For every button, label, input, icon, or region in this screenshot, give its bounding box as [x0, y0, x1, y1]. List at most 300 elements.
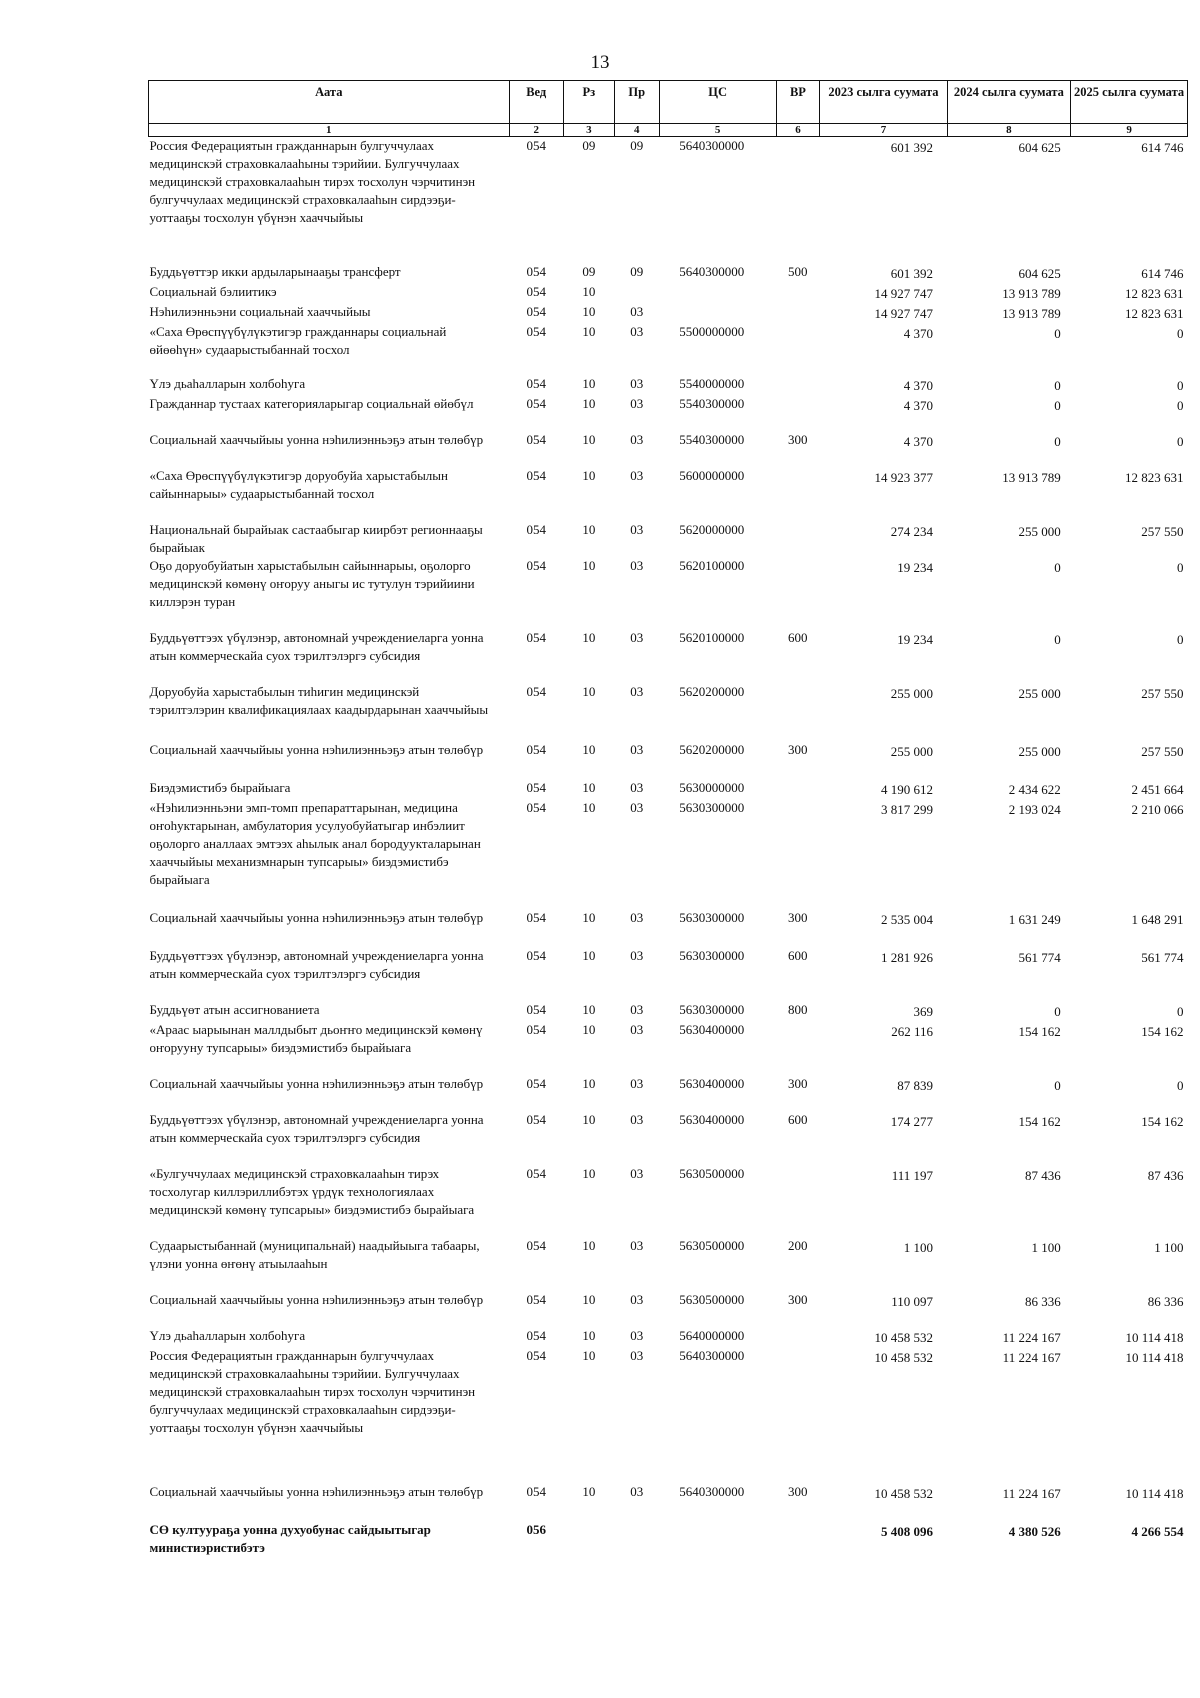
row-ved-cell: 054 — [526, 431, 546, 447]
row-2024-amount: 1 631 249 — [1008, 911, 1061, 927]
row-vr-cell: 500 — [788, 263, 808, 279]
col-number: 5 — [659, 124, 776, 137]
row-ved-cell: 054 — [526, 521, 546, 537]
row-name-cell: Национальнай бырайыак састаабыгар киирбэт регионнааҕы бырайыак — [149, 521, 483, 555]
row-ved-cell: 054 — [526, 1075, 546, 1091]
row-vr-cell: 300 — [788, 1483, 808, 1499]
table-row — [149, 323, 1188, 375]
row-2023-amount: 14 927 747 — [874, 285, 934, 301]
col-header-cs: ЦС — [659, 81, 776, 124]
page-number: 13 — [590, 52, 610, 73]
row-2023-amount: 274 234 — [890, 523, 934, 539]
row-2025-amount: 0 — [1177, 397, 1184, 413]
table-row — [149, 263, 1188, 283]
col-header-ved: Вед — [509, 81, 563, 124]
row-ved-cell: 054 — [526, 741, 546, 757]
row-pr-cell: 03 — [630, 557, 644, 573]
row-2025-amount: 12 823 631 — [1125, 285, 1184, 301]
row-vr-cell — [776, 1521, 820, 1557]
row-pr-cell: 03 — [630, 1483, 644, 1499]
row-rz-cell: 10 — [582, 1001, 596, 1017]
table-row — [149, 557, 1188, 629]
col-header-rz: Рз — [563, 81, 614, 124]
row-2023-amount: 255 000 — [890, 743, 934, 759]
row-cs-cell: 5640300000 — [679, 263, 745, 279]
row-ved-cell: 054 — [526, 557, 546, 573]
row-ved-cell: 054 — [526, 138, 546, 153]
row-2025-amount: 86 336 — [1147, 1293, 1184, 1309]
row-cs-cell — [659, 303, 776, 323]
row-cs-cell: 5630300000 — [679, 1001, 745, 1017]
row-name-cell: Буддьүөттээх үбүлэнэр, автономнай учреждениеларга уонна атын коммерческайа суох тэрилтэлэргэ субсидия — [149, 1111, 484, 1145]
row-ved-cell: 054 — [526, 629, 546, 645]
row-rz-cell: 10 — [582, 375, 596, 391]
row-2023-amount: 174 277 — [890, 1113, 934, 1129]
row-rz-cell: 10 — [582, 1483, 596, 1499]
row-2024-amount: 561 774 — [1018, 949, 1061, 965]
row-rz-cell: 10 — [582, 629, 596, 645]
row-name-cell: Социальнай хааччыйыы уонна нэһилиэнньэҕэ атын төлөбүр — [149, 1483, 484, 1499]
row-pr-cell: 03 — [630, 799, 644, 815]
row-cs-cell: 5620200000 — [679, 741, 745, 757]
row-2024-amount: 13 913 789 — [1002, 305, 1061, 321]
col-number: 1 — [149, 124, 510, 137]
row-2025-amount: 257 550 — [1141, 685, 1184, 701]
row-pr-cell: 03 — [630, 303, 644, 319]
row-name-cell: Россия Федерациятын гражданнарын булгуччулаах медицинскэй страховкалааһыны тэрийии. Булгуччулаах медицинскэй страховкалааһын тирэх тосхолун чэрчитинэн булгуччулаах медицинскэй страховкалааһын сирдээҕи-уоттааҕы тосхолун үбүнэн хааччыйыы — [149, 138, 476, 225]
budget-table — [148, 80, 1188, 1557]
table-row — [149, 1521, 1188, 1557]
row-cs-cell: 5640300000 — [679, 1483, 745, 1499]
row-2024-amount: 0 — [1054, 433, 1061, 449]
table-row — [149, 1327, 1188, 1347]
col-header-2025: 2025 сылга суумата — [1071, 81, 1188, 124]
row-2023-amount: 262 116 — [891, 1023, 934, 1039]
row-pr-cell: 03 — [630, 467, 644, 483]
row-vr-cell: 300 — [788, 1291, 808, 1307]
column-number-row — [149, 124, 1188, 137]
table-row — [149, 947, 1188, 1001]
row-pr-cell: 03 — [630, 323, 644, 339]
row-pr-cell: 03 — [630, 1347, 644, 1363]
row-pr-cell: 03 — [630, 431, 644, 447]
row-2024-amount: 2 193 024 — [1008, 801, 1061, 817]
col-header-name: Аата — [149, 81, 510, 124]
row-cs-cell: 5630500000 — [679, 1237, 745, 1253]
row-ved-cell: 054 — [526, 909, 546, 925]
row-vr-cell — [776, 521, 820, 557]
col-number: 4 — [614, 124, 659, 137]
row-ved-cell: 056 — [526, 1521, 546, 1537]
table-row — [149, 1237, 1188, 1291]
row-ved-cell: 054 — [526, 1165, 546, 1181]
row-vr-cell — [776, 683, 820, 741]
row-cs-cell: 5620200000 — [679, 683, 745, 699]
table-row — [149, 1001, 1188, 1021]
row-pr-cell — [614, 283, 659, 303]
row-pr-cell: 03 — [630, 1165, 644, 1181]
row-pr-cell: 03 — [630, 1001, 644, 1017]
row-2025-amount: 0 — [1177, 433, 1184, 449]
row-vr-cell: 300 — [788, 1075, 808, 1091]
row-name-cell: Буддьүөт атын ассигнованиета — [149, 1001, 320, 1017]
row-ved-cell: 054 — [526, 1021, 546, 1037]
row-2023-amount: 19 234 — [897, 559, 934, 575]
row-vr-cell: 600 — [788, 1111, 808, 1127]
row-pr-cell: 03 — [630, 947, 644, 963]
row-rz-cell: 10 — [582, 283, 596, 299]
row-2023-amount: 10 458 532 — [874, 1349, 934, 1365]
row-vr-cell — [776, 1165, 820, 1237]
row-2023-amount: 255 000 — [890, 685, 934, 701]
row-vr-cell — [776, 467, 820, 521]
row-2024-amount: 4 380 526 — [1008, 1523, 1061, 1539]
row-rz-cell: 09 — [582, 138, 596, 153]
row-cs-cell: 5540300000 — [679, 431, 745, 447]
row-name-cell: Гражданнар тустаах категорияларыгар социальнай өйөбүл — [149, 395, 474, 411]
row-rz-cell: 10 — [582, 1327, 596, 1343]
row-rz-cell: 10 — [582, 741, 596, 757]
col-number: 7 — [820, 124, 947, 137]
table-body — [149, 137, 1188, 1557]
row-2023-amount: 4 190 612 — [881, 781, 934, 797]
row-2025-amount: 1 648 291 — [1131, 911, 1184, 927]
table-row — [149, 521, 1188, 557]
table-row — [149, 431, 1188, 467]
row-vr-cell: 300 — [788, 741, 808, 757]
row-cs-cell: 5640000000 — [679, 1327, 745, 1343]
row-2024-amount: 0 — [1054, 1003, 1061, 1019]
row-2023-amount: 14 923 377 — [874, 469, 934, 485]
row-cs-cell: 5630000000 — [679, 779, 745, 795]
row-2024-amount: 0 — [1054, 377, 1061, 393]
row-vr-cell — [776, 1327, 820, 1347]
col-number: 9 — [1071, 124, 1188, 137]
row-name-cell: «Араас ыарыынан маллдыбыт дьоҥҥо медицинскэй көмөнү оҥорууну тупсарыы» биэдэмистибэ бырайыага — [149, 1021, 483, 1055]
table-row — [149, 909, 1188, 947]
row-rz-cell: 10 — [582, 1111, 596, 1127]
row-vr-cell: 300 — [788, 431, 808, 447]
row-name-cell: Социальнай хааччыйыы уонна нэһилиэнньэҕэ атын төлөбүр — [149, 431, 484, 447]
row-cs-cell: 5500000000 — [679, 323, 745, 339]
row-ved-cell: 054 — [526, 1111, 546, 1127]
row-2024-amount: 255 000 — [1018, 685, 1061, 701]
row-2025-amount: 4 266 554 — [1131, 1523, 1184, 1539]
row-2025-amount: 1 100 — [1154, 1239, 1184, 1255]
row-2025-amount: 0 — [1177, 559, 1184, 575]
row-vr-cell — [776, 1021, 820, 1075]
row-ved-cell: 054 — [526, 263, 546, 279]
row-ved-cell: 054 — [526, 779, 546, 795]
row-pr-cell: 09 — [630, 138, 644, 153]
row-2025-amount: 154 162 — [1141, 1113, 1184, 1129]
row-2025-amount: 2 210 066 — [1131, 801, 1184, 817]
column-header-row — [149, 81, 1188, 124]
row-2025-amount: 614 746 — [1141, 140, 1184, 155]
row-pr-cell: 03 — [630, 1291, 644, 1307]
row-2023-amount: 4 370 — [903, 325, 934, 341]
row-cs-cell: 5630500000 — [679, 1291, 745, 1307]
row-2023-amount: 601 392 — [890, 265, 934, 281]
row-vr-cell: 800 — [788, 1001, 808, 1017]
row-cs-cell: 5540300000 — [679, 395, 745, 411]
row-name-cell: «Саха Өрөспүүбүлүкэтигэр гражданнары социальнай өйөөһүн» судаарыстыбаннай тосхол — [149, 323, 447, 357]
row-ved-cell: 054 — [526, 1483, 546, 1499]
row-2023-amount: 2 535 004 — [881, 911, 934, 927]
col-number: 2 — [509, 124, 563, 137]
row-pr-cell: 09 — [630, 263, 644, 279]
row-vr-cell: 600 — [788, 947, 808, 963]
row-cs-cell — [659, 1521, 776, 1557]
row-2023-amount: 4 370 — [903, 433, 934, 449]
row-2024-amount: 0 — [1054, 631, 1061, 647]
row-2024-amount: 604 625 — [1018, 265, 1061, 281]
row-2023-amount: 4 370 — [903, 397, 934, 413]
row-pr-cell: 03 — [630, 1237, 644, 1253]
row-2023-amount: 1 281 926 — [881, 949, 934, 965]
table-row — [149, 1111, 1188, 1165]
col-header-2023: 2023 сылга суумата — [820, 81, 947, 124]
row-2025-amount: 10 114 418 — [1125, 1485, 1184, 1501]
row-name-cell: Судаарыстыбаннай (муниципальнай) наадыйыыга табаары, үлэни уонна өҥөнү атыылааһын — [149, 1237, 480, 1271]
row-rz-cell: 09 — [582, 263, 596, 279]
row-name-cell: Буддьүөттээх үбүлэнэр, автономнай учреждениеларга уонна атын коммерческайа суох тэрилтэлэргэ субсидия — [149, 629, 484, 663]
row-2024-amount: 0 — [1054, 325, 1061, 341]
row-2025-amount: 257 550 — [1141, 743, 1184, 759]
row-name-cell: «Саха Өрөспүүбүлүкэтигэр доруобуйа харыстабылын сайыннарыы» судаарыстыбаннай тосхол — [149, 467, 448, 501]
row-2024-amount: 11 224 167 — [1002, 1349, 1061, 1365]
row-rz-cell: 10 — [582, 521, 596, 537]
row-2023-amount: 3 817 299 — [881, 801, 934, 817]
row-rz-cell: 10 — [582, 431, 596, 447]
table-row — [149, 741, 1188, 779]
row-ved-cell: 054 — [526, 395, 546, 411]
row-2025-amount: 10 114 418 — [1125, 1349, 1184, 1365]
row-2024-amount: 87 436 — [1024, 1167, 1061, 1183]
row-ved-cell: 054 — [526, 683, 546, 699]
row-rz-cell: 10 — [582, 947, 596, 963]
row-name-cell: Үлэ дьаһалларын холбоһуга — [149, 1327, 306, 1343]
row-2025-amount: 12 823 631 — [1125, 305, 1184, 321]
row-rz-cell: 10 — [582, 467, 596, 483]
row-2024-amount: 13 913 789 — [1002, 469, 1061, 485]
table-row — [149, 1021, 1188, 1075]
row-vr-cell — [776, 1347, 820, 1483]
table-row — [149, 375, 1188, 395]
row-pr-cell: 03 — [630, 395, 644, 411]
table-row — [149, 779, 1188, 799]
row-name-cell: Буддьүөттэр икки ардыларынааҕы трансферт — [149, 263, 401, 279]
row-cs-cell: 5540000000 — [679, 375, 745, 391]
row-cs-cell: 5630400000 — [679, 1111, 745, 1127]
row-vr-cell — [776, 137, 820, 263]
row-vr-cell — [776, 283, 820, 303]
row-2024-amount: 0 — [1054, 397, 1061, 413]
row-vr-cell — [776, 799, 820, 909]
row-2024-amount: 2 434 622 — [1008, 781, 1061, 797]
table-row — [149, 1165, 1188, 1237]
row-2024-amount: 255 000 — [1018, 523, 1061, 539]
row-2023-amount: 10 458 532 — [874, 1485, 934, 1501]
table-row — [149, 137, 1188, 263]
row-name-cell: Россия Федерациятын гражданнарын булгуччулаах медицинскэй страховкалааһыны тэрийии. Булгуччулаах медицинскэй страховкалааһын тирэх тосхолун чэрчитинэн булгуччулаах медицинскэй страховкалааһын сирдээҕи-уоттааҕы тосхолун үбүнэн хааччыйыы — [149, 1347, 476, 1435]
row-rz-cell: 10 — [582, 395, 596, 411]
row-ved-cell: 054 — [526, 283, 546, 299]
row-name-cell: Социальнай хааччыйыы уонна нэһилиэнньэҕэ атын төлөбүр — [149, 1291, 484, 1307]
row-cs-cell: 5630400000 — [679, 1021, 745, 1037]
col-header-2024: 2024 сылга суумата — [947, 81, 1071, 124]
row-name-cell: Социальнай хааччыйыы уонна нэһилиэнньэҕэ атын төлөбүр — [149, 741, 484, 757]
row-2024-amount: 1 100 — [1031, 1239, 1061, 1255]
row-pr-cell: 03 — [630, 521, 644, 537]
row-rz-cell: 10 — [582, 799, 596, 815]
row-rz-cell: 10 — [582, 1347, 596, 1363]
table-row — [149, 1483, 1188, 1521]
table-row — [149, 283, 1188, 303]
row-ved-cell: 054 — [526, 1237, 546, 1253]
row-cs-cell: 5630300000 — [679, 947, 745, 963]
row-cs-cell: 5620000000 — [679, 521, 745, 537]
row-2023-amount: 369 — [913, 1003, 934, 1019]
row-name-cell: Доруобуйа харыстабылын тиһигин медицинскэй тэрилтэлэрин квалификациялаах каадырдарынан хааччыйыы — [149, 683, 489, 717]
col-header-vr: ВР — [776, 81, 820, 124]
row-vr-cell — [776, 303, 820, 323]
row-cs-cell: 5630300000 — [679, 909, 745, 925]
row-2024-amount: 11 224 167 — [1002, 1485, 1061, 1501]
row-2023-amount: 19 234 — [897, 631, 934, 647]
row-ved-cell: 054 — [526, 1001, 546, 1017]
table-row — [149, 629, 1188, 683]
row-cs-cell: 5600000000 — [679, 467, 745, 483]
table-row — [149, 1291, 1188, 1327]
row-vr-cell — [776, 395, 820, 431]
table-row — [149, 467, 1188, 521]
row-2023-amount: 1 100 — [903, 1239, 934, 1255]
row-2025-amount: 0 — [1177, 325, 1184, 341]
row-cs-cell: 5630300000 — [679, 799, 745, 815]
row-cs-cell — [659, 283, 776, 303]
table-row — [149, 303, 1188, 323]
row-name-cell: «Булгуччулаах медицинскэй страховкалааһын тирэх тосхолугар киллэриллибэтэх үрдүк технологиялаах медицинскэй көмөнү тупсарыы» биэдэмистибэ бырайыага — [149, 1165, 475, 1217]
row-rz-cell — [563, 1521, 614, 1557]
row-2023-amount: 601 392 — [890, 140, 934, 155]
row-2024-amount: 13 913 789 — [1002, 285, 1061, 301]
row-rz-cell: 10 — [582, 779, 596, 795]
row-ved-cell: 054 — [526, 1347, 546, 1363]
row-vr-cell: 600 — [788, 629, 808, 645]
row-rz-cell: 10 — [582, 557, 596, 573]
row-2025-amount: 0 — [1177, 377, 1184, 393]
row-vr-cell: 200 — [788, 1237, 808, 1253]
col-header-pr: Пр — [614, 81, 659, 124]
row-cs-cell: 5630400000 — [679, 1075, 745, 1091]
row-pr-cell: 03 — [630, 1111, 644, 1127]
row-rz-cell: 10 — [582, 1165, 596, 1181]
row-pr-cell: 03 — [630, 909, 644, 925]
row-2023-amount: 5 408 096 — [881, 1523, 934, 1539]
row-pr-cell: 03 — [630, 779, 644, 795]
row-2025-amount: 0 — [1177, 631, 1184, 647]
row-ved-cell: 054 — [526, 375, 546, 391]
row-rz-cell: 10 — [582, 1075, 596, 1091]
row-cs-cell: 5620100000 — [679, 629, 745, 645]
row-ved-cell: 054 — [526, 947, 546, 963]
row-ved-cell: 054 — [526, 799, 546, 815]
row-rz-cell: 10 — [582, 909, 596, 925]
row-2024-amount: 11 224 167 — [1002, 1329, 1061, 1345]
row-ved-cell: 054 — [526, 1327, 546, 1343]
row-cs-cell: 5640300000 — [679, 138, 745, 153]
row-ved-cell: 054 — [526, 1291, 546, 1307]
row-rz-cell: 10 — [582, 683, 596, 699]
row-pr-cell: 03 — [630, 375, 644, 391]
row-name-cell: Оҕо доруобуйатын харыстабылын сайыннарыы, оҕолорго медицинскэй көмөнү оҥоруу аныгы ис тутулун тэрийиини киллэрэн туран — [149, 557, 475, 609]
row-2025-amount: 154 162 — [1141, 1023, 1184, 1039]
row-2025-amount: 2 451 664 — [1131, 781, 1184, 797]
row-2023-amount: 10 458 532 — [874, 1329, 934, 1345]
row-name-cell: Социальнай хааччыйыы уонна нэһилиэнньэҕэ атын төлөбүр — [149, 1075, 484, 1091]
row-name-cell: Социальнай бэлиитикэ — [149, 283, 277, 299]
row-vr-cell — [776, 323, 820, 375]
row-cs-cell: 5620100000 — [679, 557, 745, 573]
row-2024-amount: 154 162 — [1018, 1113, 1061, 1129]
row-2024-amount: 0 — [1054, 559, 1061, 575]
row-cs-cell: 5630500000 — [679, 1165, 745, 1181]
row-2023-amount: 110 097 — [891, 1293, 934, 1309]
table-row — [149, 683, 1188, 741]
row-ved-cell: 054 — [526, 323, 546, 339]
row-name-cell: Буддьүөттээх үбүлэнэр, автономнай учреждениеларга уонна атын коммерческайа суох тэрилтэлэргэ субсидия — [149, 947, 484, 981]
table-row — [149, 1347, 1188, 1483]
row-2025-amount: 12 823 631 — [1125, 469, 1184, 485]
row-2025-amount: 10 114 418 — [1125, 1329, 1184, 1345]
row-pr-cell: 03 — [630, 1075, 644, 1091]
table-row — [149, 799, 1188, 909]
row-2023-amount: 14 927 747 — [874, 305, 934, 321]
table-row — [149, 395, 1188, 431]
row-ved-cell: 054 — [526, 467, 546, 483]
row-pr-cell: 03 — [630, 683, 644, 699]
row-name-cell: Үлэ дьаһалларын холбоһуга — [149, 375, 306, 391]
col-number: 8 — [947, 124, 1071, 137]
row-pr-cell: 03 — [630, 629, 644, 645]
row-2023-amount: 87 839 — [897, 1077, 934, 1093]
row-name-cell: Биэдэмистибэ бырайыага — [149, 779, 291, 795]
row-2025-amount: 257 550 — [1141, 523, 1184, 539]
col-number: 3 — [563, 124, 614, 137]
row-name-cell: «Нэһилиэнньэни эмп-томп препараттарынан, медицина оҥоһуктарынан, амбулатория усулуобуйатыгар инбэлиит оҕолорго аналлаах эмтээх аһылык анал бородуукталарынан хааччыйыы механизмнарын тупсарыы» биэдэмистибэ бырайыага — [149, 799, 481, 887]
row-pr-cell: 03 — [630, 1327, 644, 1343]
row-rz-cell: 10 — [582, 1237, 596, 1253]
row-name-cell: Нэһилиэнньэни социальнай хааччыйыы — [149, 303, 371, 319]
row-pr-cell — [614, 1521, 659, 1557]
row-name-cell: СӨ култуураҕа уонна духуобунас сайдыытыгар министиэристибэтэ — [149, 1521, 431, 1555]
row-2025-amount: 87 436 — [1147, 1167, 1184, 1183]
row-2024-amount: 0 — [1054, 1077, 1061, 1093]
row-2023-amount: 111 197 — [891, 1167, 934, 1183]
row-cs-cell: 5640300000 — [679, 1347, 745, 1363]
row-2024-amount: 255 000 — [1018, 743, 1061, 759]
col-number: 6 — [776, 124, 820, 137]
row-name-cell: Социальнай хааччыйыы уонна нэһилиэнньэҕэ атын төлөбүр — [149, 909, 484, 925]
row-vr-cell: 300 — [788, 909, 808, 925]
row-pr-cell: 03 — [630, 741, 644, 757]
row-rz-cell: 10 — [582, 1291, 596, 1307]
row-vr-cell — [776, 375, 820, 395]
table-row — [149, 1075, 1188, 1111]
row-2025-amount: 614 746 — [1141, 265, 1184, 281]
row-2025-amount: 0 — [1177, 1077, 1184, 1093]
